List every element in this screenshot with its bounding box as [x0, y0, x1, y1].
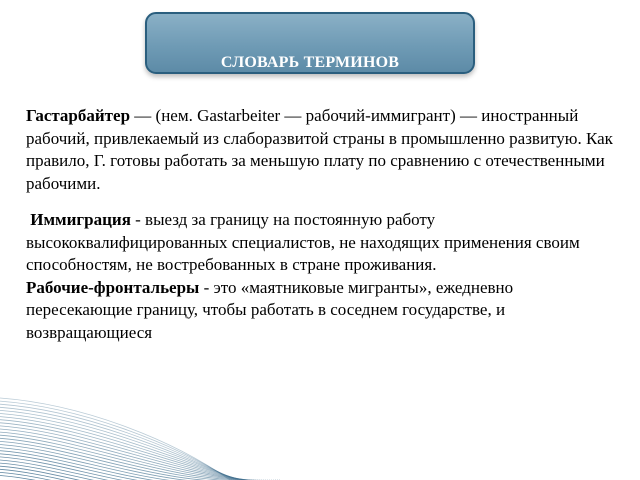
term-gastarbeiter: Гастарбайтер	[26, 106, 131, 125]
glossary-entry-gastarbeiter	[26, 105, 616, 195]
decor-line	[0, 420, 244, 480]
definition-immigration: - выезд за границу на постоянную работу высококвалифицированных специалистов, не находящих применения своим способностям, не востребованных в стране проживания.	[26, 210, 580, 274]
glossary-entry-frontier-workers	[26, 277, 616, 345]
title-banner	[145, 12, 475, 74]
glossary-content	[26, 105, 616, 344]
slide-title: СЛОВАРЬ ТЕРМИНОВ	[220, 54, 400, 71]
term-frontier-workers: Рабочие-фронтальеры	[26, 277, 200, 297]
definition-gastarbeiter: — (нем. Gastarbeiter — рабочий-иммигрант) — иностранный рабочий, привлекаемый из слаборазвитой страны в промышленно развитую. Как правило, Г. готовы работать за меньшую плату по сравнению с отечественными рабочими.	[26, 106, 613, 193]
term-immigration: Иммиграция	[30, 210, 131, 229]
glossary-entry-immigration	[26, 209, 616, 277]
definition-frontier-workers: - это «маятниковые мигранты», ежедневно пересекающие границу, чтобы работать в соседнем государстве, и возвращающиеся	[26, 277, 514, 342]
decorative-wave-lines	[0, 390, 640, 480]
